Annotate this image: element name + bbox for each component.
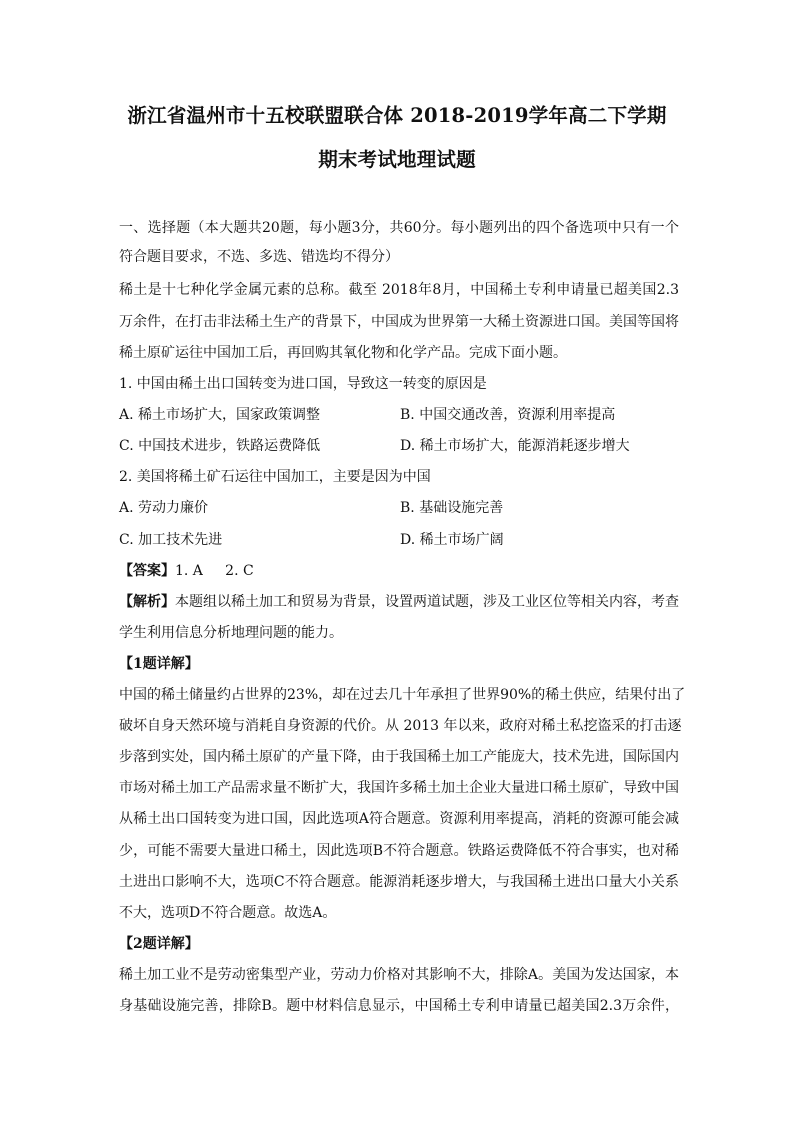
question-1-stem: 1. 中国由稀土出口国转变为进口国，导致这一转变的原因是	[119, 376, 487, 392]
section-instructions-line1: 一、选择题（本大题共20题，每小题3分，共60分。每小题列出的四个备选项中只有一个	[119, 220, 679, 236]
answer-text: 1. A 2. C	[175, 563, 254, 579]
detail-2-line: 稀土加工业不是劳动密集型产业，劳动力价格对其影响不大，排除A。美国为发达国家，本	[119, 967, 679, 983]
exam-title-line2: 期末考试地理试题	[318, 148, 476, 171]
detail-1-line: 从稀土出口国转变为进口国，因此选项A符合题意。资源利用率提高，消耗的资源可能会减	[119, 811, 679, 827]
analysis-label: 【解析】	[119, 594, 175, 610]
question-1-option-a: A. 稀土市场扩大，国家政策调整	[119, 407, 321, 423]
detail-1-line: 市场对稀土加工产品需求量不断扩大，我国许多稀土加土企业大量进口稀土原矿，导致中国	[119, 780, 679, 796]
exam-title-line1: 浙江省温州市十五校联盟联合体 2018-2019学年高二下学期	[127, 104, 667, 127]
detail-1-line: 土进出口影响不大，选项C不符合题意。能源消耗逐步增大，与我国稀土进出口量大小关系	[119, 874, 679, 890]
analysis-text-line1: 本题组以稀土加工和贸易为背景，设置两道试题，涉及工业区位等相关内容，考查	[175, 594, 679, 610]
answer-line	[119, 561, 679, 581]
question-2-option-c: C. 加工技术先进	[119, 532, 223, 548]
detail-1-line: 破坏自身天然环境与消耗自身资源的代价。从 2013 年以来，政府对稀土私挖盗采的打击逐	[119, 718, 682, 734]
analysis-line2: 学生利用信息分析地理问题的能力。	[119, 625, 343, 641]
section-instructions-line2: 符合题目要求，不选、多选、错选均不得分）	[119, 249, 399, 265]
detail-2-label: 【2题详解】	[119, 936, 199, 952]
question-2-option-d: D. 稀土市场广阔	[400, 532, 504, 548]
material-line2: 万余件，在打击非法稀土生产的背景下，中国成为世界第一大稀土资源进口国。美国等国将	[119, 314, 679, 330]
detail-1-label: 【1题详解】	[119, 656, 199, 672]
detail-1-line: 步落到实处，国内稀土原矿的产量下降，由于我国稀土加工产能庞大，技术先进，国际国内	[119, 749, 679, 765]
question-2-option-b: B. 基础设施完善	[400, 500, 504, 516]
detail-1-line: 不大，选项D不符合题意。故选A。	[119, 905, 337, 921]
material-line3: 稀土原矿运往中国加工后，再回购其氧化物和化学产品。完成下面小题。	[119, 345, 567, 361]
answer-label: 【答案】	[119, 563, 175, 579]
analysis-line1	[119, 592, 679, 612]
question-2-stem: 2. 美国将稀土矿石运往中国加工，主要是因为中国	[119, 469, 431, 485]
detail-2-line: 身基础设施完善，排除B。题中材料信息显示，中国稀土专利申请量已超美国2.3万余件，	[119, 998, 679, 1014]
question-1-option-b: B. 中国交通改善，资源利用率提高	[400, 407, 616, 423]
material-line1: 稀土是十七种化学金属元素的总称。截至 2018年8月，中国稀土专利申请量已超美国2.3	[119, 282, 679, 298]
detail-1-line: 中国的稀土储量约占世界的23%，却在过去几十年承担了世界90%的稀土供应，结果付出了	[119, 687, 686, 703]
question-1-option-c: C. 中国技术进步，铁路运费降低	[119, 438, 321, 454]
question-1-option-d: D. 稀土市场扩大，能源消耗逐步增大	[400, 438, 630, 454]
detail-1-line: 少，可能不需要大量进口稀土，因此选项B不符合题意。铁路运费降低不符合事实，也对稀	[119, 843, 679, 859]
question-2-option-a: A. 劳动力廉价	[119, 500, 209, 516]
